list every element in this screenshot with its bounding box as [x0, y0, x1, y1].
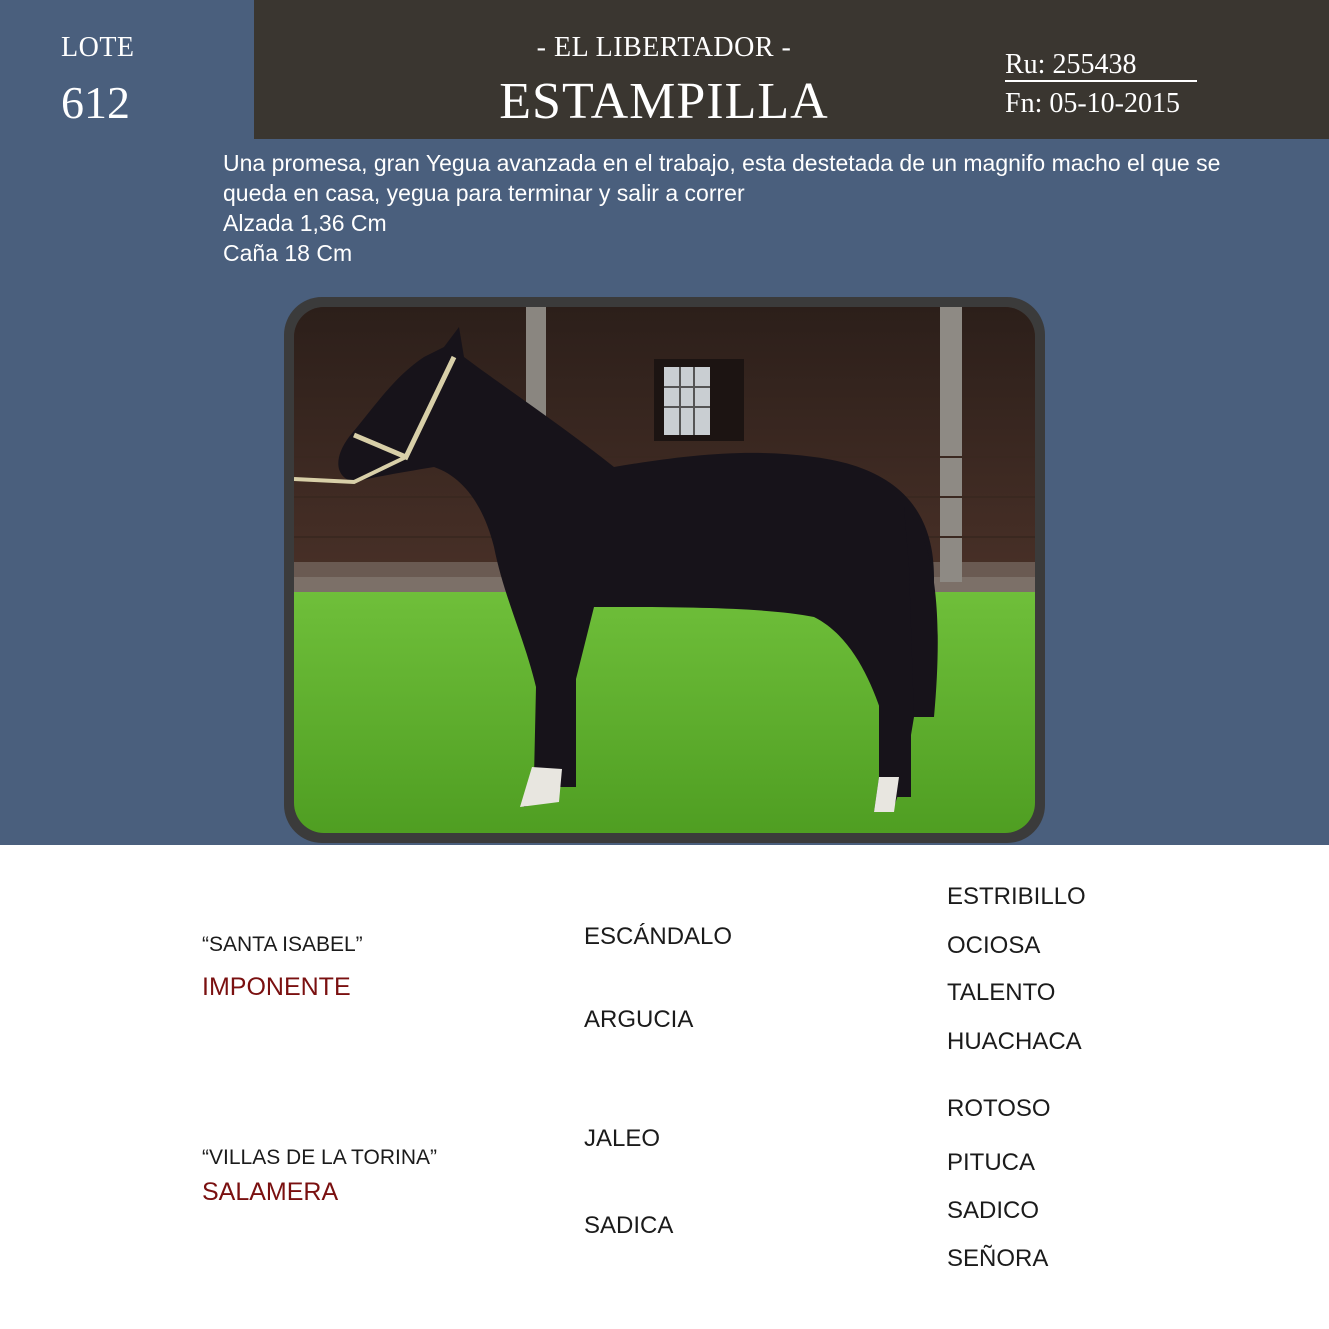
farm-name: - EL LIBERTADOR -: [536, 32, 792, 63]
registration-number: Ru: 255438: [1005, 50, 1197, 82]
sire-name: IMPONENTE: [202, 973, 351, 1001]
maternal-granddam: SADICA: [584, 1212, 674, 1239]
photo-frame: [284, 297, 1045, 843]
great-grandsire-4: SADICO: [947, 1197, 1040, 1224]
great-granddam-1: OCIOSA: [947, 932, 1041, 959]
birth-date: Fn: 05-10-2015: [1005, 88, 1180, 119]
great-grandsire-2: TALENTO: [947, 979, 1056, 1006]
dam-name: SALAMERA: [202, 1178, 339, 1206]
great-granddam-3: PITUCA: [947, 1149, 1036, 1176]
lot-label: LOTE: [61, 32, 135, 63]
height-line: Alzada 1,36 Cm: [223, 210, 387, 236]
great-grandsire-1: ESTRIBILLO: [947, 883, 1086, 910]
great-grandsire-3: ROTOSO: [947, 1095, 1051, 1122]
great-granddam-2: HUACHACA: [947, 1028, 1082, 1055]
horse-photo: [294, 307, 1035, 833]
paternal-granddam: ARGUCIA: [584, 1006, 694, 1033]
great-granddam-4: SEÑORA: [947, 1245, 1049, 1272]
description: [223, 148, 1243, 268]
horse-photo-illustration: [294, 307, 1035, 833]
dam-breeder: “VILLAS DE LA TORINA”: [202, 1146, 437, 1169]
maternal-grandsire: JALEO: [584, 1125, 661, 1152]
description-line: queda en casa, yegua para terminar y salir a correr: [223, 180, 745, 206]
paternal-grandsire: ESCÁNDALO: [584, 923, 733, 950]
cannon-line: Caña 18 Cm: [223, 240, 353, 266]
lot-number: 612: [61, 77, 130, 128]
sire-breeder: “SANTA ISABEL”: [202, 933, 363, 956]
description-line: Una promesa, gran Yegua avanzada en el trabajo, esta destetada de un magnifo macho el que se: [223, 150, 1221, 176]
horse-name: ESTAMPILLA: [499, 73, 829, 130]
